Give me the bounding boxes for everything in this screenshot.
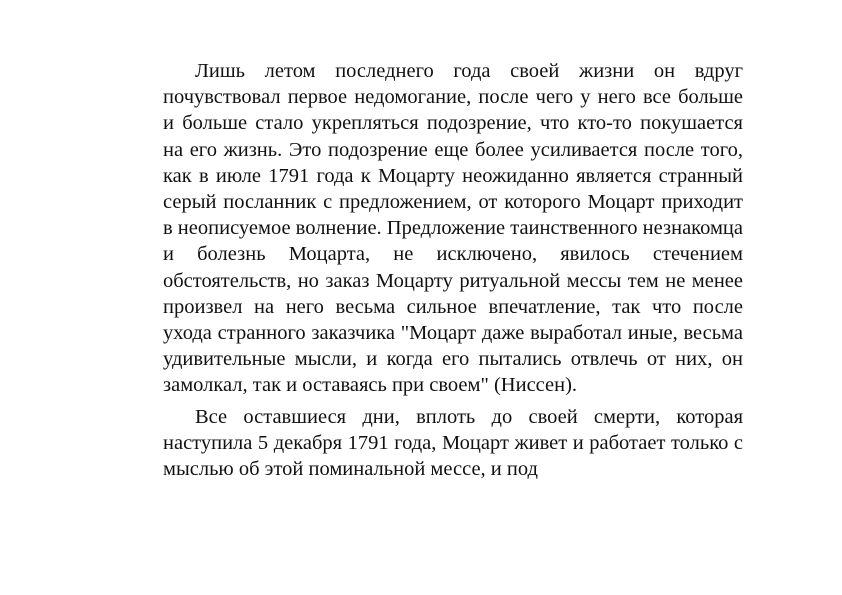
paragraph-1: Лишь летом последнего года своей жизни он вдруг почувствовал первое недомогание, после чего у него все больше и больше стало укрепляться подозрение, что кто-то покушается на его жизнь. Это подозрение еще более усиливается после того, как в июле 1791 года к Моцарту неожиданно является странный серый посланник с предложением, от которого Моцарт приходит в неописуемое волнение. Предложение таинственного незнакомца и болезнь Моцарта, не исключено, явилось стечением обстоятельств, но заказ Моцарту ритуальной мессы тем не менее произвел на него весьма сильное впечатление, так что после ухода странного заказчика "Моцарт даже выработал иные, весьма удивительные мысли, и когда его пытались отвлечь от них, он замолкал, так и оставаясь при своем" (Ниссен). [163,60,743,397]
paragraph-2: Все оставшиеся дни, вплоть до своей смерти, которая наступила 5 декабря 1791 года, Моцарт живет и работает только с мыслью об этой поминальной мессе, и под [163,405,743,481]
document-page [163,58,743,482]
